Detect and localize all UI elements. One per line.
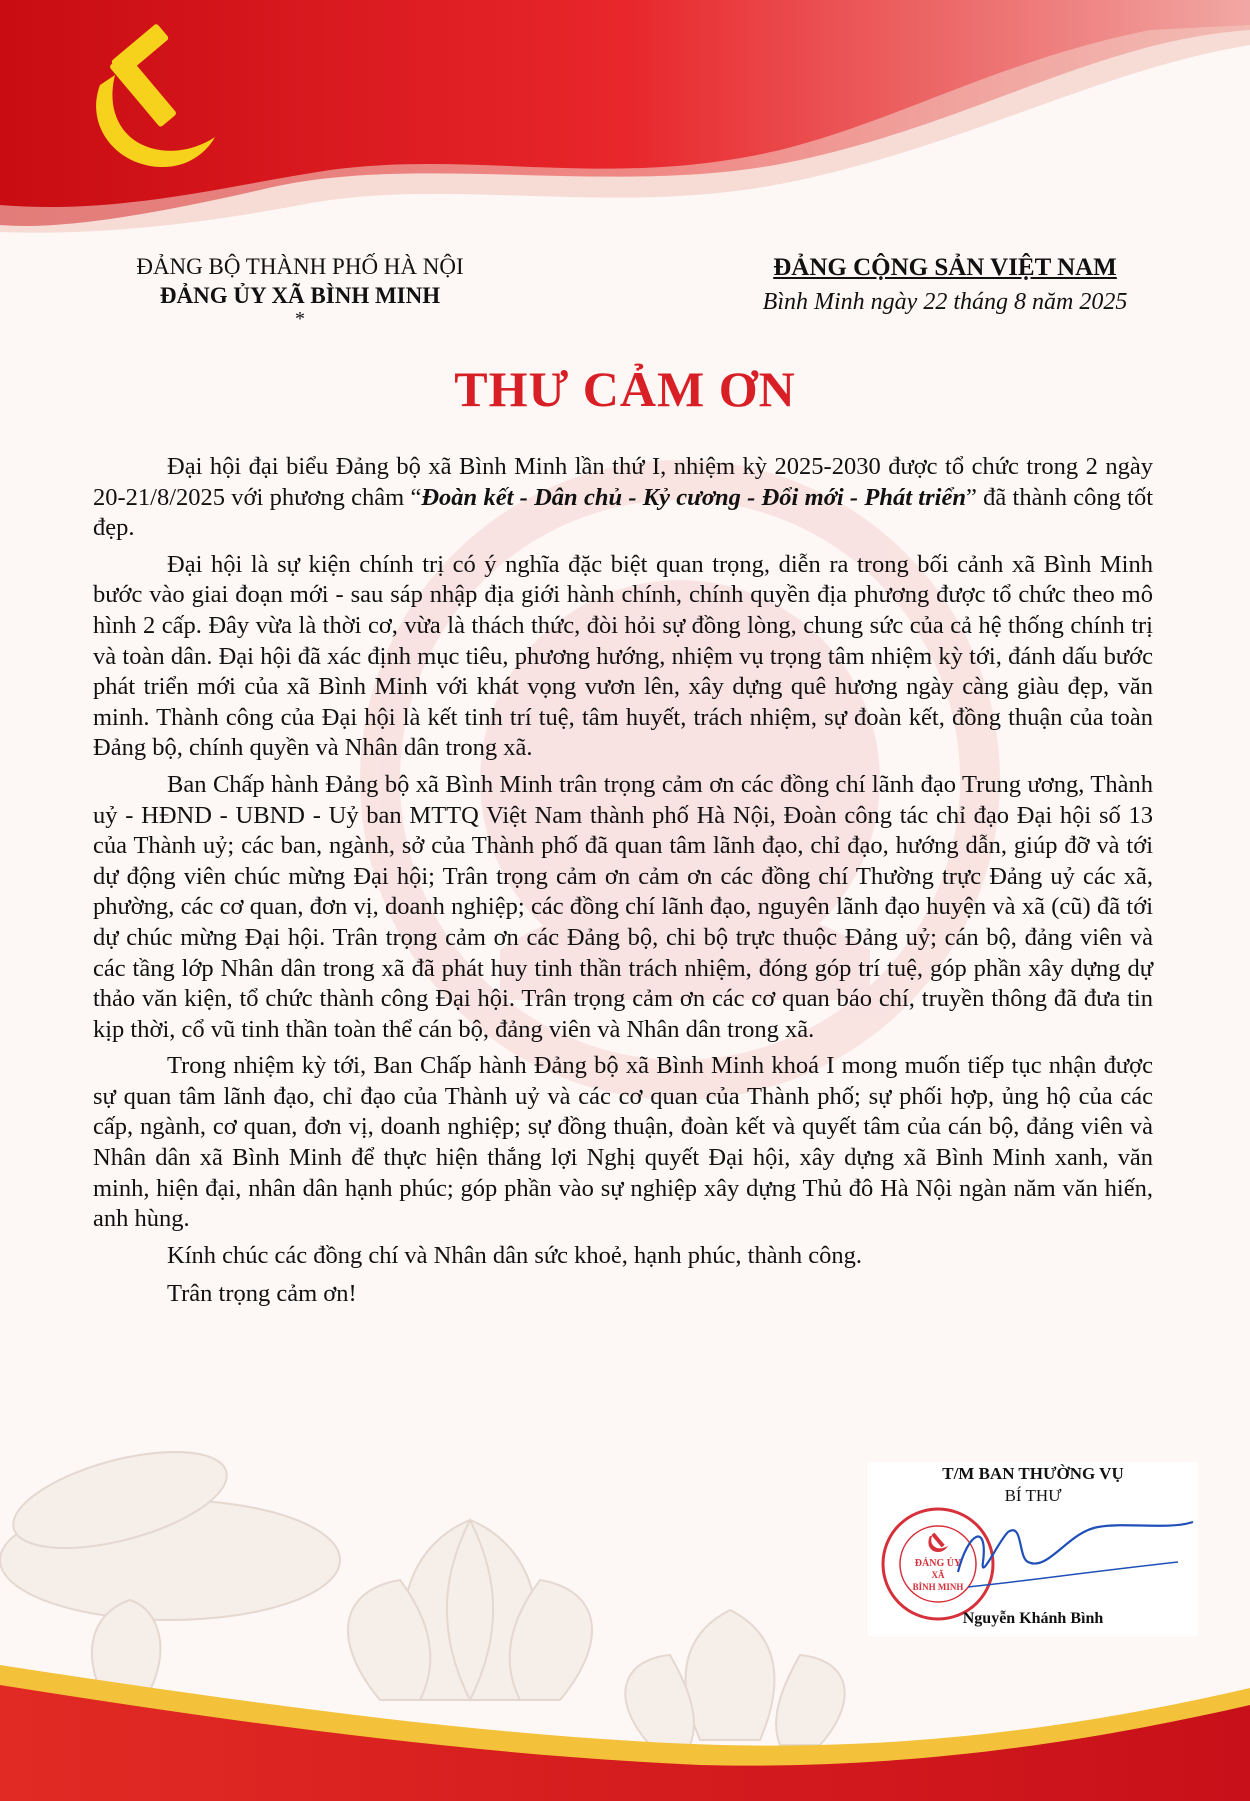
signer-role: T/M BAN THƯỜNG VỤ — [942, 1464, 1124, 1483]
paragraph-3: Ban Chấp hành Đảng bộ xã Bình Minh trân trọng cảm ơn các đồng chí lãnh đạo Trung ương, Thành uỷ - HĐND - UBND - Uỷ ban MTTQ Việt Nam thành phố Hà Nội, Đoàn công tác chỉ đạo Đại hội số 13 của Thành uỷ; các ban, ngành, sở của Thành phố đã quan tâm lãnh đạo, chỉ đạo, hướng dẫn, giúp đỡ và tới dự động viên chúc mừng Đại hội; Trân trọng cảm ơn cảm ơn các đồng chí Thường trực Đảng uỷ các xã, phường, các cơ quan, đơn vị, doanh nghiệp; các đồng chí lãnh đạo, nguyên lãnh đạo huyện và xã (cũ) đã tới dự chúc mừng Đại hội. Trân trọng cảm ơn các Đảng bộ, chi bộ trực thuộc Đảng uỷ; cán bộ, đảng viên và các tầng lớp Nhân dân trong xã đã phát huy tinh thần trách nhiệm, đóng góp trí tuệ, góp phần xây dựng dự thảo văn kiện, tổ chức thành công Đại hội. Trân trọng cảm ơn các cơ quan báo chí, truyền thông đã đưa tin kịp thời, cổ vũ tinh thần toàn thể cán bộ, đảng viên và Nhân dân trong xã. — [93, 770, 1153, 1043]
org-line-parent: ĐẢNG BỘ THÀNH PHỐ HÀ NỘI — [136, 254, 464, 279]
issue-date: Bình Minh ngày 22 tháng 8 năm 2025 — [762, 289, 1128, 315]
svg-text:BÌNH MINH: BÌNH MINH — [912, 1582, 964, 1592]
party-header — [730, 252, 1160, 320]
paragraph-1-intro: Đại hội đại biểu Đảng bộ xã Bình Minh lần thứ I, nhiệm kỳ 2025-2030 được tổ chức trong 2 ngày 20-21/8/2025 với phương châm “ — [93, 453, 1153, 511]
issuing-organization — [110, 252, 490, 328]
paragraph-1 — [93, 452, 1153, 544]
paragraph-2: Đại hội là sự kiện chính trị có ý nghĩa đặc biệt quan trọng, diễn ra trong bối cảnh xã Bình Minh bước vào giai đoạn mới - sau sáp nhập địa giới hành chính, chính quyền địa phương được tổ chức theo mô hình 2 cấp. Đây vừa là thời cơ, vừa là thách thức, đòi hỏi sự đồng lòng, chung sức của cả hệ thống chính trị và toàn dân. Đại hội đã xác định mục tiêu, phương hướng, nhiệm vụ trọng tâm nhiệm kỳ tới, đánh dấu bước phát triển mới của xã Bình Minh với khát vọng vươn lên, xây dựng quê hương ngày càng giàu đẹp, văn minh. Thành công của Đại hội là kết tinh trí tuệ, tâm huyết, trách nhiệm, sự đoàn kết, đồng thuận của toàn Đảng bộ, chính quyền và Nhân dân trong xã. — [93, 550, 1153, 762]
signer-title: BÍ THƯ — [1004, 1486, 1062, 1505]
slogan: Đoàn kết - Dân chủ - Kỷ cương - Đổi mới - Phát triển — [421, 483, 966, 511]
header-star: * — [295, 308, 305, 330]
org-line-commune: ĐẢNG ỦY XÃ BÌNH MINH — [159, 283, 441, 308]
paragraph-wishes: Kính chúc các đồng chí và Nhân dân sức khoẻ, hạnh phúc, thành công. — [167, 1241, 862, 1269]
letter-body — [93, 452, 1153, 1318]
signer-name: Nguyễn Khánh Bình — [962, 1610, 1104, 1627]
svg-text:XÃ: XÃ — [931, 1570, 945, 1580]
paragraph-thanks: Trân trọng cảm ơn! — [167, 1280, 357, 1308]
svg-text:ĐẢNG ỦY: ĐẢNG ỦY — [914, 1558, 962, 1569]
handwritten-signature — [928, 1502, 1198, 1602]
paragraph-4: Trong nhiệm kỳ tới, Ban Chấp hành Đảng bộ xã Bình Minh khoá I mong muốn tiếp tục nhận được sự quan tâm lãnh đạo, chỉ đạo của Thành uỷ và các cơ quan của Thành phố; sự phối hợp, ủng hộ của các cấp, ngành, cơ quan, đơn vị, doanh nghiệp; sự đồng thuận, đoàn kết và quyết tâm của cán bộ, đảng viên và Nhân dân xã Bình Minh để thực hiện thắng lợi Nghị quyết Đại hội, xây dựng xã Bình Minh xanh, văn minh, hiện đại, nhân dân hạnh phúc; góp phần vào sự nghiệp xây dựng Thủ đô Hà Nội ngàn năm văn hiến, anh hùng. — [93, 1052, 1153, 1233]
signature-block — [868, 1462, 1198, 1636]
paragraph-1-end: ” đã thành công tốt đẹp. — [93, 483, 1154, 542]
page-title: THƯ CẢM ƠN — [454, 361, 796, 417]
party-name: ĐẢNG CỘNG SẢN VIỆT NAM — [773, 254, 1117, 281]
